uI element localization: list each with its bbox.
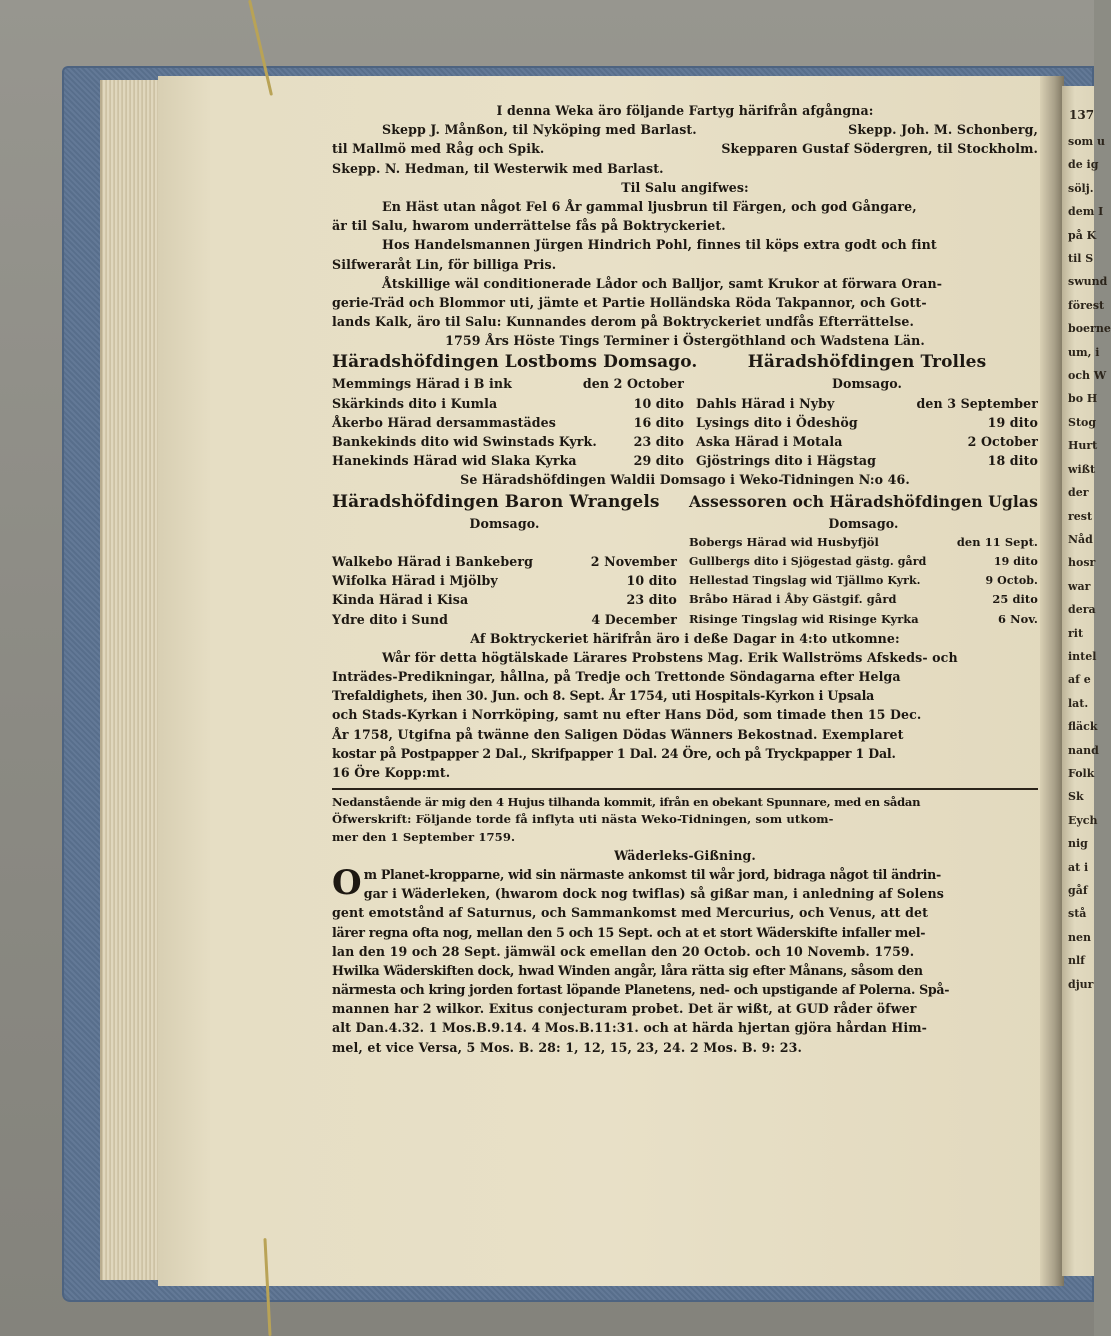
ships-heading: I denna Weka äro följande Fartyg härifrån afgångna:: [496, 103, 874, 118]
forecast-line: Hwilka Wäderskiften dock, hwad Winden angår, låra rätta sig efter Månans, såsom den: [332, 962, 923, 978]
letter-line: Öfwerskrift: Följande torde få inflyta uti nästa Weko-Tidningen, som utkom-: [332, 812, 834, 827]
session-place: Ydre dito i Sund: [332, 611, 449, 627]
next-page-line: Nåd: [1068, 532, 1093, 546]
next-page-line: nand: [1068, 743, 1099, 757]
page-text: [332, 101, 1038, 1057]
publication-line: Inträdes-Predikningar, hållna, på Tredje och Trettonde Söndagarna efter Helga: [332, 669, 901, 685]
publication-line: och Stads-Kyrkan i Norrköping, samt nu efter Hans Död, som timade then 15 Dec.: [332, 707, 922, 723]
schedule-row: [332, 432, 684, 451]
next-page-line: förest: [1068, 298, 1105, 312]
schedule-title: Assessoren och Häradshöfdingen Uglas: [688, 491, 1038, 511]
session-date: 25 dito: [992, 592, 1038, 607]
publication-line: Trefaldighets, ihen 30. Jun. och 8. Sept. År 1754, uti Hospitals-Kyrkon i Upsala: [332, 688, 875, 704]
schedule-title: Häradshöfdingen Trolles: [747, 352, 987, 373]
next-page-line: dem I: [1068, 205, 1104, 219]
next-page-line: sölj.: [1068, 181, 1094, 195]
session-date: 23 dito: [626, 592, 677, 608]
sale-line: gerie-Träd och Blommor uti, jämte et Partie Holländska Röda Takpannor, och Gott-: [332, 294, 927, 310]
forecast-line: alt Dan.4.32. 1 Mos.B.9.14. 4 Mos.B.11:31. och at härda hjertan gjöra hårdan Him-: [332, 1020, 927, 1036]
tings-note: Se Häradshöfdingen Waldii Domsago i Weko-Tidningen N:o 46.: [460, 472, 910, 488]
page-number: 137: [1069, 108, 1095, 122]
forecast-line: gar i Wäderleken, (hwarom dock nog twiflas) så gißar man, i anledning af Solens: [363, 886, 944, 902]
session-date: 16 dito: [633, 414, 684, 430]
session-place: Lysings dito i Ödeshög: [696, 414, 858, 430]
session-place: Åkerbo Härad dersammastädes: [332, 414, 556, 430]
schedule-row: [332, 571, 677, 590]
next-page-line: wißt: [1068, 462, 1096, 476]
ship-entry: til Mallmö med Råg och Spik.: [332, 141, 545, 157]
schedule-title: Häradshöfdingen Baron Wrangels: [332, 491, 660, 512]
session-place: Gullbergs dito i Sjögestad gästg. gård: [688, 554, 927, 568]
ship-entry: Skepp. Joh. M. Schonberg,: [848, 122, 1038, 138]
session-date: 29 dito: [633, 453, 684, 469]
next-page-line: boerne: [1068, 322, 1111, 336]
next-page-line: bo H: [1068, 392, 1098, 406]
next-page-line: fläck: [1068, 720, 1098, 734]
forecast-line: lärer regna ofta nog, mellan den 5 och 15 Sept. och at et stort Wäderskifte infaller mel-: [332, 924, 926, 940]
publications-heading: Af Boktryckeriet härifrån äro i deße Dagar in 4:to utkomne:: [470, 630, 900, 646]
next-page-line: nig: [1068, 837, 1088, 851]
next-page-line: Stog: [1068, 415, 1097, 429]
letter-intro: [332, 794, 1038, 846]
forecast-line: närmesta och kring jorden fortast löpande Planetens, ned- och upstigande af Polerna. Spå-: [332, 982, 950, 998]
next-page-lines: [1062, 130, 1111, 996]
ships-line-3: Skepp. N. Hedman, til Westerwik med Barlast.: [332, 160, 664, 176]
next-page-line: och W: [1068, 369, 1107, 383]
forecast-line: mannen har 2 wilkor. Exitus conjecturam probet. Det är wißt, at GUD råder öfwer: [332, 1001, 917, 1017]
uglas-schedule: [689, 490, 1038, 629]
next-page-line: swund: [1068, 275, 1108, 289]
next-page-line: der: [1068, 486, 1089, 500]
session-date: 6 Nov.: [998, 611, 1038, 626]
next-page-line: af e: [1068, 673, 1091, 687]
next-page-line: nen: [1068, 930, 1091, 944]
schedule-row: [689, 552, 1038, 571]
schedule-row: [332, 374, 684, 393]
ships-line-1: [332, 120, 1038, 139]
session-date: 10 dito: [633, 395, 684, 411]
schedule-subtitle: Domsago.: [831, 376, 903, 392]
schedule-row: [696, 451, 1038, 470]
wrangel-schedule: [332, 490, 677, 629]
next-page-line: dera: [1068, 603, 1096, 617]
session-date: 19 dito: [987, 414, 1038, 430]
session-date: 9 Octob.: [985, 574, 1038, 588]
session-place: Walkebo Härad i Bankeberg: [332, 553, 533, 569]
ship-entry: Skepp J. Månßon, til Nyköping med Barlast.: [382, 122, 697, 138]
session-date: den 3 September: [916, 395, 1038, 411]
session-place: Gjöstrings dito i Hägstag: [696, 453, 877, 469]
session-date: 4 December: [591, 611, 677, 627]
tings-heading: 1759 Års Höste Tings Terminer i Östergöthland och Wadstena Län.: [445, 333, 925, 349]
ship-entry: Skepparen Gustaf Södergren, til Stockholm.: [721, 141, 1038, 157]
schedule-row: [332, 552, 677, 571]
schedule-row: [332, 413, 684, 432]
next-page-line: til S: [1068, 252, 1094, 266]
next-page-line: djur: [1068, 977, 1094, 991]
ships-line-2: [332, 139, 1038, 158]
next-page-line: rit: [1068, 626, 1084, 640]
next-page-line: Folk: [1068, 766, 1095, 780]
trolle-schedule: [696, 350, 1038, 470]
sale-line: Silfweraråt Lin, för billiga Pris.: [332, 256, 557, 272]
publication-line: År 1758, Utgifna på twänne den Saligen Dödas Wänners Bekostnad. Exemplaret: [332, 726, 904, 742]
letter-line: mer den 1 September 1759.: [332, 829, 516, 844]
schedule-row: [696, 432, 1038, 451]
schedule-subtitle: Domsago.: [828, 515, 899, 531]
session-place: Bobergs Härad wid Husbyfjöl: [688, 534, 879, 549]
drop-cap: O: [332, 862, 362, 903]
next-page-line: intel: [1068, 649, 1097, 663]
next-page-fragment: [1062, 86, 1111, 1276]
sale-line: lands Kalk, äro til Salu: Kunnandes derom på Boktryckeriet undfås Efterrättelse.: [332, 314, 914, 330]
next-page-line: Hurt: [1068, 439, 1098, 453]
session-date: 23 dito: [633, 434, 684, 449]
forecast-line: mel, et vice Versa, 5 Mos. B. 28: 1, 12, 15, 23, 24. 2 Mos. B. 9: 23.: [332, 1039, 802, 1055]
session-place: Bankekinds dito wid Swinstads Kyrk.: [332, 434, 597, 449]
forecast-line: m Planet-kropparne, wid sin närmaste ankomst til wår jord, bidraga något til ändrin-: [363, 866, 941, 882]
publication-line: Wår för detta högtälskade Lärares Probstens Mag. Erik Wallströms Afskeds- och: [382, 649, 958, 665]
next-page-line: stå: [1068, 907, 1087, 921]
session-place: Dahls Härad i Nyby: [696, 395, 835, 411]
session-place: Risinge Tingslag wid Risinge Kyrka: [688, 611, 919, 626]
next-page-line: på K: [1068, 228, 1097, 242]
section-divider: [332, 788, 1038, 790]
schedule-subtitle: Domsago.: [469, 515, 540, 531]
forecast-line: lan den 19 och 28 Sept. jämwäl ock emellan den 20 Octob. och 10 Novemb. 1759.: [332, 943, 915, 959]
tings-block-1: [332, 350, 1038, 470]
publication-line: 16 Öre Kopp:mt.: [332, 765, 451, 780]
lostbom-schedule: [332, 350, 698, 470]
session-date: 2 November: [590, 553, 677, 569]
sale-line: Åtskillige wäl conditionerade Lådor och Balljor, samt Krukor at förwara Oran-: [382, 275, 943, 291]
forecast-heading: Wäderleks-Gißning.: [614, 847, 756, 863]
next-page-line: gåf: [1068, 884, 1088, 897]
forecast-body: [332, 862, 1038, 1057]
next-page-line: de ig: [1068, 158, 1099, 172]
next-page-line: nlf: [1068, 954, 1085, 968]
session-place: Wifolka Härad i Mjölby: [332, 573, 498, 589]
schedule-row: [332, 590, 677, 609]
next-page-line: lat.: [1068, 696, 1089, 710]
schedule-title: Häradshöfdingen Lostboms Domsago.: [332, 352, 698, 373]
schedule-row: [696, 394, 1038, 413]
session-place: Kinda Härad i Kisa: [332, 592, 469, 608]
for-sale-heading: Til Salu angifwes:: [621, 179, 749, 195]
session-place: Bråbo Härad i Åby Gästgif. gård: [688, 592, 897, 607]
publication-line: kostar på Postpapper 2 Dal., Skrifpapper 1 Dal. 24 Öre, och på Tryckpapper 1 Dal.: [332, 745, 896, 761]
forecast-line: gent emotstånd af Saturnus, och Sammankomst med Mercurius, och Venus, att det: [332, 905, 929, 921]
session-date: 19 dito: [993, 554, 1038, 568]
schedule-row: [332, 610, 677, 629]
session-date: 2 October: [967, 434, 1038, 449]
session-date: 10 dito: [626, 573, 677, 589]
session-place: Skärkinds dito i Kumla: [332, 395, 498, 411]
next-page-line: war: [1068, 579, 1091, 593]
next-page-line: at i: [1068, 860, 1089, 874]
next-page-line: Eych: [1068, 813, 1098, 827]
schedule-row: [689, 590, 1038, 609]
page-gutter: [1040, 76, 1064, 1286]
session-place: Hanekinds Härad wid Slaka Kyrka: [332, 453, 577, 469]
next-page-line: Sk: [1068, 790, 1084, 804]
session-place: Aska Härad i Motala: [696, 434, 843, 449]
next-page-line: som u: [1068, 135, 1105, 148]
schedule-row: [332, 451, 684, 470]
letter-line: Nedanstående är mig den 4 Hujus tilhanda kommit, ifrån en obekant Spunnare, med en sådan: [332, 795, 921, 810]
session-date: 18 dito: [987, 453, 1038, 469]
schedule-row: [689, 533, 1038, 552]
session-date: den 11 Sept.: [956, 534, 1038, 549]
tings-block-2: [332, 490, 1038, 629]
session-place: Memmings Härad i B ink: [332, 376, 512, 392]
sale-line: är til Salu, hwarom underrättelse fås på Boktryckeriet.: [332, 218, 726, 234]
page-edges: [100, 80, 166, 1280]
schedule-row: [689, 610, 1038, 629]
next-page-line: um, i: [1068, 345, 1100, 359]
sale-line: En Häst utan något Fel 6 År gammal ljusbrun til Färgen, och god Gångare,: [382, 198, 917, 214]
session-place: Hellestad Tingslag wid Tjällmo Kyrk.: [688, 574, 921, 588]
sale-line: Hos Handelsmannen Jürgen Hindrich Pohl, finnes til köps extra godt och fint: [382, 237, 937, 253]
schedule-row: [696, 413, 1038, 432]
schedule-row: [689, 571, 1038, 590]
next-page-line: hosr: [1068, 556, 1096, 570]
session-date: den 2 October: [582, 376, 684, 392]
schedule-row: [332, 394, 684, 413]
next-page-line: rest: [1068, 509, 1093, 523]
